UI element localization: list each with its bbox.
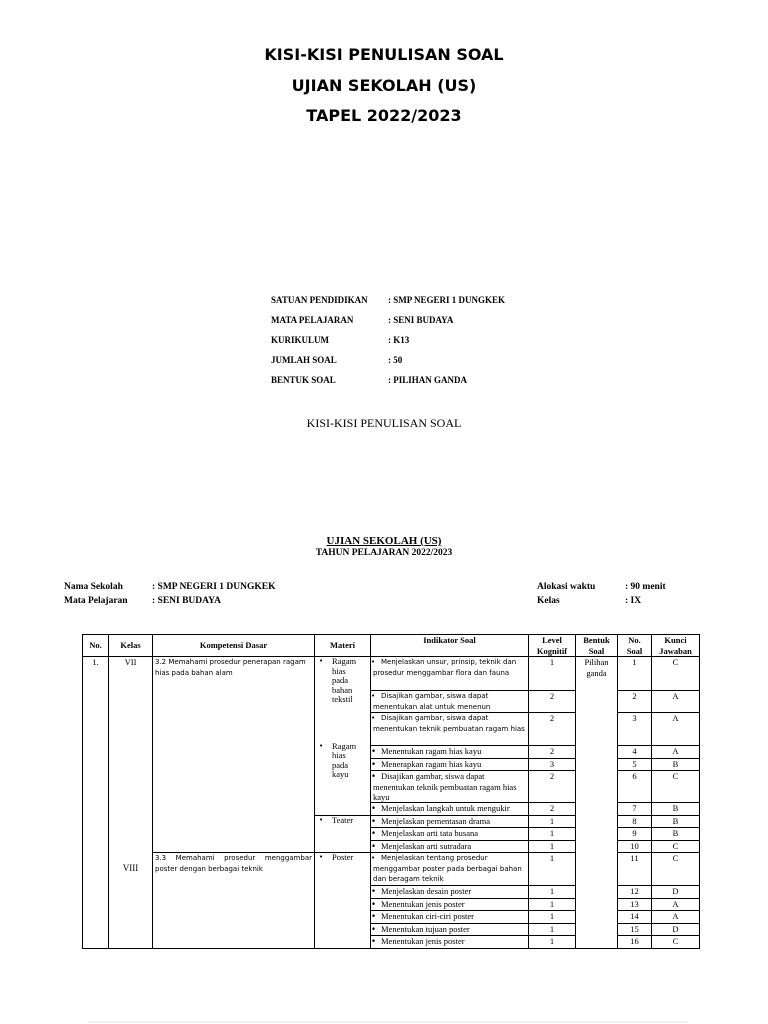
cell-level: 2: [529, 746, 576, 759]
cell-indikator: [371, 886, 529, 899]
table-row: [83, 657, 700, 691]
cell-level: 1: [529, 923, 576, 936]
indikator-text: Menjelaskan arti tata busana: [381, 828, 479, 838]
school-label: Nama Sekolah: [64, 582, 123, 592]
cell-indikator: [371, 840, 529, 853]
cell-materi-group-1: [315, 657, 371, 816]
indikator-text: Menjelaskan arti sutradara: [381, 840, 472, 851]
cell-kunci: B: [652, 828, 700, 841]
indikator-text: Menjelaskan tentang prosedur menggambar poster pada berbagai bahan dan beragam teknik: [373, 854, 522, 883]
bullet-icon: •: [319, 657, 324, 665]
time-label: Alokasi waktu: [537, 582, 596, 592]
materi-item: [319, 657, 368, 705]
bullet-icon: •: [319, 853, 324, 861]
cell-level: 1: [529, 898, 576, 911]
cell-kunci: B: [652, 803, 700, 816]
cell-no-soal: 10: [618, 840, 652, 853]
section-title: UJIAN SEKOLAH (US): [326, 535, 442, 547]
cell-kunci: A: [652, 898, 700, 911]
col-no: No.: [83, 635, 109, 657]
cell-kunci: C: [652, 936, 700, 949]
subtitle: KISI-KISI PENULISAN SOAL: [306, 416, 462, 430]
cell-indikator: [371, 691, 529, 713]
page-edge: [88, 1021, 688, 1023]
cell-no-soal: 13: [618, 898, 652, 911]
cell-no-soal: 4: [618, 746, 652, 759]
kd-1-text: 3.2 Memahami prosedur penerapan ragam hias pada bahan alam: [155, 658, 306, 677]
cell-no-soal: 15: [618, 923, 652, 936]
indikator-text: Menentukan ciri-ciri poster: [381, 911, 474, 921]
info-label-jumlah: JUMLAH SOAL: [271, 355, 337, 365]
school-value: : SMP NEGERI 1 DUNGKEK: [152, 582, 276, 592]
indikator-text: Menentukan jenis poster: [381, 936, 465, 946]
doc-title-1: KISI-KISI PENULISAN SOAL: [264, 45, 504, 64]
cell-bentuk: Pilihan ganda: [576, 657, 618, 949]
cell-level: 2: [529, 803, 576, 816]
cell-indikator: [371, 923, 529, 936]
cell-level: 2: [529, 771, 576, 803]
info-value-kurikulum: : K13: [388, 335, 410, 345]
cell-no: 1.: [83, 657, 109, 949]
cell-indikator: [371, 828, 529, 841]
cell-level: 1: [529, 936, 576, 949]
time-value: : 90 menit: [625, 582, 666, 592]
indikator-text: Menentukan ragam hias kayu: [381, 746, 482, 756]
col-materi: Materi: [315, 635, 371, 657]
cell-level: 1: [529, 886, 576, 899]
cell-materi-teater: [315, 815, 371, 853]
cell-indikator: [371, 746, 529, 759]
indikator-text: Menentukan tujuan poster: [381, 923, 470, 934]
doc-title-2: UJIAN SEKOLAH (US): [291, 76, 477, 95]
cell-level: 1: [529, 657, 576, 691]
cell-level: 1: [529, 840, 576, 853]
cell-level: 1: [529, 828, 576, 841]
cell-no-soal: 6: [618, 771, 652, 803]
cell-level: 1: [529, 911, 576, 924]
cell-level: 1: [529, 853, 576, 886]
materi-text: Ragam hias pada bahan tekstil: [332, 656, 357, 704]
bullet-icon: •: [319, 741, 324, 750]
cell-indikator: [371, 713, 529, 746]
indikator-text: Menerapkan ragam hias kayu: [381, 758, 482, 769]
cell-indikator: [371, 853, 529, 886]
section-subtitle: TAHUN PELAJARAN 2022/2023: [315, 548, 453, 558]
cell-level: 1: [529, 815, 576, 828]
materi-text: Ragam hias pada kayu: [332, 740, 357, 779]
col-no-soal: No. Soal: [618, 635, 652, 657]
cell-kunci: B: [652, 815, 700, 828]
subject-label: Mata Pelajaran: [64, 596, 128, 606]
cell-kelas-vii: VII: [109, 657, 153, 853]
indikator-text: Menentukan jenis poster: [381, 898, 465, 909]
info-value-bentuk: : PILIHAN GANDA: [388, 375, 468, 385]
col-level: Level Kognitif: [529, 635, 576, 657]
table-header-row: [83, 635, 700, 657]
info-label-satuan: SATUAN PENDIDIKAN: [271, 295, 368, 305]
class-value: : IX: [625, 596, 642, 606]
cell-kelas-viii: VIII: [109, 853, 153, 949]
info-value-satuan: : SMP NEGERI 1 DUNGKEK: [388, 295, 506, 305]
cell-kunci: C: [652, 853, 700, 886]
cell-indikator: [371, 936, 529, 949]
indikator-text: Menjelaskan desain poster: [381, 886, 472, 896]
cell-no-soal: 9: [618, 828, 652, 841]
materi-item: [319, 742, 368, 780]
indikator-text: Menjelaskan unsur, prinsip, teknik dan prosedur menggambar flora dan fauna: [373, 658, 517, 677]
materi-text: Teater: [332, 814, 354, 825]
cell-no-soal: 8: [618, 815, 652, 828]
cell-no-soal: 11: [618, 853, 652, 886]
cell-no-soal: 1: [618, 657, 652, 691]
kisi-kisi-table: [82, 634, 700, 949]
cell-indikator: [371, 898, 529, 911]
indikator-text: Disajikan gambar, siswa dapat menentukan teknik pembuatan ragam hias kayu: [373, 771, 517, 802]
cell-kd-2: [153, 853, 315, 949]
cell-indikator: [371, 657, 529, 691]
cell-indikator: [371, 911, 529, 924]
info-label-mapel: MATA PELAJARAN: [271, 315, 354, 325]
col-kd: Kompetensi Dasar: [153, 635, 315, 657]
doc-title-3: TAPEL 2022/2023: [306, 106, 462, 125]
col-indikator: Indikator Soal: [371, 635, 529, 657]
cell-no-soal: 14: [618, 911, 652, 924]
col-kelas: Kelas: [109, 635, 153, 657]
cell-indikator: [371, 815, 529, 828]
cell-kd-1: [153, 657, 315, 853]
col-bentuk: Bentuk Soal: [576, 635, 618, 657]
cell-indikator: [371, 758, 529, 771]
cell-no-soal: 7: [618, 803, 652, 816]
subject-value: : SENI BUDAYA: [152, 596, 221, 606]
class-label: Kelas: [537, 596, 560, 606]
cell-kunci: D: [652, 923, 700, 936]
cell-kunci: C: [652, 771, 700, 803]
cell-level: 3: [529, 758, 576, 771]
materi-text: Poster: [332, 852, 354, 862]
materi-item: [319, 816, 368, 826]
cell-no-soal: 5: [618, 758, 652, 771]
cell-materi-poster: [315, 853, 371, 949]
cell-indikator: [371, 803, 529, 816]
cell-no-soal: 2: [618, 691, 652, 713]
bullet-icon: •: [319, 815, 324, 824]
cell-kunci: C: [652, 657, 700, 691]
info-label-kurikulum: KURIKULUM: [271, 335, 329, 345]
cell-no-soal: 3: [618, 713, 652, 746]
cell-kunci: B: [652, 758, 700, 771]
cell-no-soal: 16: [618, 936, 652, 949]
indikator-text: Menjelaskan langkah untuk mengukir: [381, 803, 510, 813]
cell-kunci: A: [652, 911, 700, 924]
cell-kunci: C: [652, 840, 700, 853]
cell-kunci: A: [652, 713, 700, 746]
cell-level: 2: [529, 713, 576, 746]
info-value-jumlah: : 50: [388, 355, 403, 365]
indikator-text: Disajikan gambar, siswa dapat menentukan alat untuk menenun: [373, 692, 491, 711]
indikator-text: Menjelaskan pementasan drama: [381, 815, 491, 826]
cell-no-soal: 12: [618, 886, 652, 899]
cell-kunci: A: [652, 746, 700, 759]
materi-item: [319, 853, 368, 863]
indikator-text: Disajikan gambar, siswa dapat menentukan teknik pembuatan ragam hias: [373, 714, 525, 733]
info-label-bentuk: BENTUK SOAL: [271, 375, 336, 385]
info-value-mapel: : SENI BUDAYA: [388, 315, 454, 325]
cell-kunci: D: [652, 886, 700, 899]
col-kunci: Kunci Jawaban: [652, 635, 700, 657]
cell-indikator: [371, 771, 529, 803]
cell-kunci: A: [652, 691, 700, 713]
cell-level: 2: [529, 691, 576, 713]
kd-2-text: 3.3 Memahami prosedur menggambar poster dengan berbagai teknik: [155, 854, 312, 873]
